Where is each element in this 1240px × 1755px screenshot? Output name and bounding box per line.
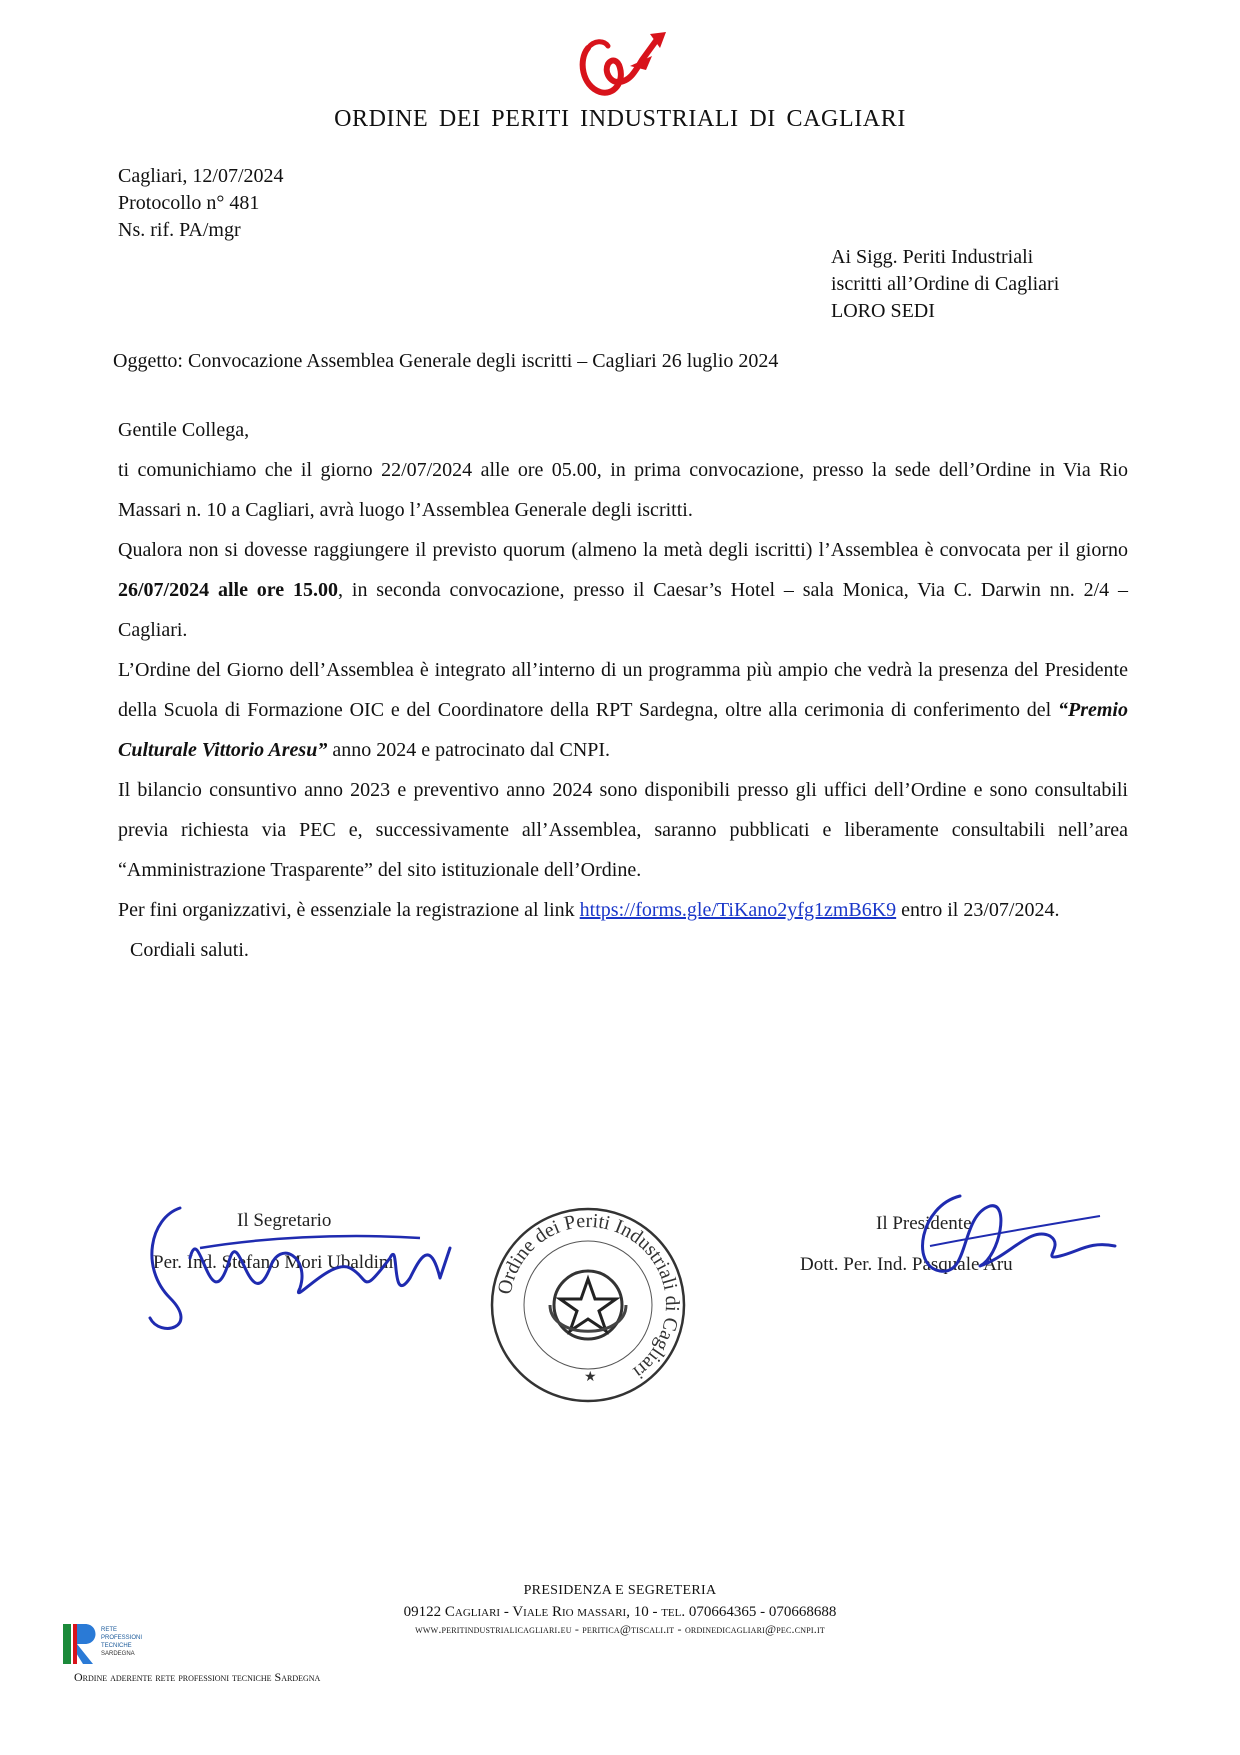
secretary-name: Per. Ind. Stefano Mori Ubaldini xyxy=(153,1252,394,1273)
paragraph-first-call: ti comunichiamo che il giorno 22/07/2024 alle ore 05.00, in prima convocazione, presso la sede dell’Ordine in Via Rio Massari n. 10 a Cagliari, avrà luogo l’Assemblea Generale degli iscritti. xyxy=(118,459,1128,521)
svg-text:★: ★ xyxy=(584,1370,597,1385)
paragraph-agenda: L’Ordine del Giorno dell’Assemblea è integrato all’interno di un programma più ampio che vedrà la presenza del Presidente della Scuola di Formazione OIC e del Coordinatore della RPT Sardegna, oltre alla cerimonia di conferimento del “Premio Culturale Vittorio Aresu” anno 2024 e patrocinato dal CNPI. xyxy=(118,659,1128,761)
letter-meta xyxy=(118,163,284,244)
secretary-title: Il Segretario xyxy=(237,1210,332,1231)
president-name: Dott. Per. Ind. Pasquale Aru xyxy=(800,1254,1013,1275)
svg-text:PROFESSIONI: PROFESSIONI xyxy=(101,1635,143,1641)
closing: Cordiali saluti. xyxy=(130,939,249,961)
reference: Ns. rif. PA/mgr xyxy=(118,219,241,241)
award-name: “Premio Culturale Vittorio Aresu” xyxy=(118,699,1128,761)
secretary-signature xyxy=(140,1198,480,1348)
official-stamp xyxy=(488,1205,688,1405)
footer-address: 09122 Cagliari - Viale Rio massari, 10 - tel. 070664365 - 070668688 xyxy=(403,1604,837,1620)
recipients-line: LORO SEDI xyxy=(831,300,935,322)
rpt-caption: Ordine aderente rete professioni tecniche Sardegna xyxy=(74,1670,321,1684)
organization-title: ORDINE DEI PERITI INDUSTRIALI DI CAGLIARI xyxy=(334,106,906,132)
registration-link[interactable]: https://forms.gle/TiKano2yfg1zmB6K9 xyxy=(579,899,897,921)
paragraph-second-call: Qualora non si dovesse raggiungere il previsto quorum (almeno la metà degli iscritti) l’Assemblea è convocata per il giorno 26/07/2024 alle ore 15.00, in seconda convocazione, presso il Caesar’s Hotel – sala Monica, Via C. Darwin nn. 2/4 – Cagliari. xyxy=(118,539,1129,641)
paragraph-budget: Il bilancio consuntivo anno 2023 e preventivo anno 2024 sono disponibili presso gli uffici dell’Ordine e sono consultabili previa richiesta via PEC e, successivamente all’Assemblea, saranno pubblicati e liberamente consultabili nell’area “Amministrazione Trasparente” del sito istituzionale dell’Ordine. xyxy=(118,779,1128,881)
recipients-block xyxy=(831,244,1059,325)
greeting: Gentile Collega, xyxy=(118,419,250,441)
svg-text:Ordine dei Periti Industriali: Ordine dei Periti Industriali di Cagliari xyxy=(493,1209,684,1384)
second-call-datetime: 26/07/2024 alle ore 15.00 xyxy=(118,579,339,601)
president-title: Il Presidente xyxy=(876,1213,972,1234)
rpt-sardegna-logo-icon xyxy=(63,1622,173,1666)
protocol-number: Protocollo n° 481 xyxy=(118,192,260,214)
svg-text:RETE: RETE xyxy=(101,1627,118,1633)
place-date: Cagliari, 12/07/2024 xyxy=(118,165,284,187)
svg-text:SARDEGNA: SARDEGNA xyxy=(101,1651,135,1657)
recipients-line: iscritti all’Ordine di Cagliari xyxy=(831,273,1060,295)
president-signature xyxy=(900,1186,1120,1296)
svg-text:TECNICHE: TECNICHE xyxy=(101,1643,132,1649)
subject-line: Oggetto: Convocazione Assemblea Generale degli iscritti – Cagliari 26 luglio 2024 xyxy=(113,350,779,372)
ordine-periti-industriali-logo-icon xyxy=(574,30,670,102)
recipients-line: Ai Sigg. Periti Industriali xyxy=(831,246,1034,268)
paragraph-registration: Per fini organizzativi, è essenziale la registrazione al link https://forms.gle/TiKano2yfg1zmB6K9 entro il 23/07/2024. xyxy=(118,899,1060,921)
footer-title: PRESIDENZA E SEGRETERIA xyxy=(523,1583,717,1598)
letter-body xyxy=(118,410,1128,970)
footer-contacts: www.peritindustrialicagliari.eu - peritica@tiscali.it - ordinedicagliari@pec.cnpi.it xyxy=(415,1622,825,1636)
